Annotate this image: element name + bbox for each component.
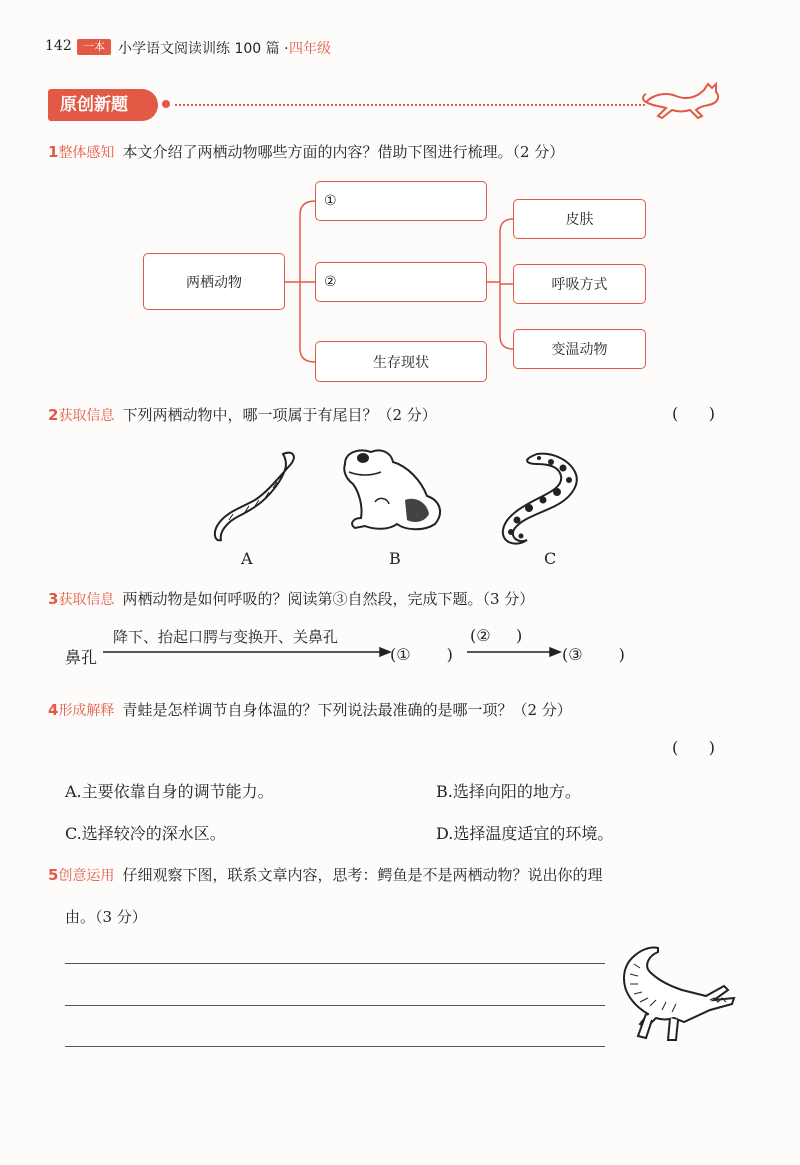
q5-number: 5: [48, 866, 59, 884]
flow-start: 鼻孔: [65, 648, 98, 667]
page-number: 142: [45, 38, 72, 54]
q2-answer-paren[interactable]: ( ): [672, 404, 715, 423]
q2-number: 2: [48, 406, 59, 424]
q4-tag: 形成解释: [58, 703, 115, 719]
q4-number: 4: [48, 701, 59, 719]
diagram-sub-3: 变温动物: [513, 329, 646, 369]
diagram-branch-3: 生存现状: [315, 341, 487, 382]
q4-answer-paren[interactable]: ( ): [672, 738, 715, 757]
flow-arrow1-label: 降下、抬起口腭与变换开、关鼻孔: [113, 628, 339, 646]
salamander-icon: [493, 446, 588, 551]
diagram-branch-1[interactable]: ①: [315, 181, 487, 221]
flow-blank-1[interactable]: (① ): [390, 645, 453, 664]
option-b-label[interactable]: B: [389, 549, 401, 568]
series-grade: 四年级: [289, 41, 331, 57]
q2-tag: 获取信息: [58, 408, 115, 424]
q5-header: [48, 864, 602, 885]
q4-option-c[interactable]: C.选择较冷的深水区。: [65, 824, 226, 843]
caecilian-icon: [205, 442, 300, 547]
q5-text-continued: 由。（3 分）: [65, 908, 147, 926]
brand-logo: 一本: [77, 39, 111, 55]
q1-number: 1: [48, 143, 59, 161]
q5-text: 仔细观察下图，联系文章内容，思考：鳄鱼是不是两栖动物？说出你的理: [122, 866, 603, 884]
option-c-label[interactable]: C: [544, 549, 557, 568]
q2-text: 下列两栖动物中，哪一项属于有尾目？（2 分）: [122, 406, 437, 424]
diagram-branch-2[interactable]: ②: [315, 262, 487, 302]
q3-text: 两栖动物是如何呼吸的？阅读第③自然段，完成下题。（3 分）: [122, 590, 535, 608]
q3-header: [48, 588, 534, 609]
answer-line-3[interactable]: [65, 1046, 605, 1047]
q4-option-a[interactable]: A.主要依靠自身的调节能力。: [65, 782, 274, 801]
q4-option-d[interactable]: D.选择温度适宜的环境。: [436, 824, 614, 843]
q4-option-b[interactable]: B.选择向阳的地方。: [436, 782, 581, 801]
q5-tag: 创意运用: [58, 868, 115, 884]
answer-line-2[interactable]: [65, 1005, 605, 1006]
diagram-sub-1: 皮肤: [513, 199, 646, 239]
q3-tag: 获取信息: [58, 592, 115, 608]
frog-icon: [335, 440, 450, 535]
section-banner: 原创新题: [48, 89, 158, 121]
q2-header: [48, 404, 437, 425]
q4-header: [48, 699, 572, 720]
q1-tag: 整体感知: [58, 145, 115, 161]
answer-line-1[interactable]: [65, 963, 605, 964]
crocodile-icon: [610, 940, 740, 1045]
flow-blank-2[interactable]: (② ): [470, 626, 523, 645]
q4-text: 青蛙是怎样调节自身体温的？下列说法最准确的是哪一项？（2 分）: [122, 701, 572, 719]
diagram-root-box: 两栖动物: [143, 253, 285, 310]
option-a-label[interactable]: A: [241, 549, 253, 568]
q3-number: 3: [48, 590, 59, 608]
flow-blank-3[interactable]: (③ ): [562, 645, 625, 664]
series-title: 小学语文阅读训练 100 篇 ·: [118, 41, 289, 57]
diagram-sub-2: 呼吸方式: [513, 264, 646, 304]
q1-text: 本文介绍了两栖动物哪些方面的内容？借助下图进行梳理。（2 分）: [122, 143, 565, 161]
